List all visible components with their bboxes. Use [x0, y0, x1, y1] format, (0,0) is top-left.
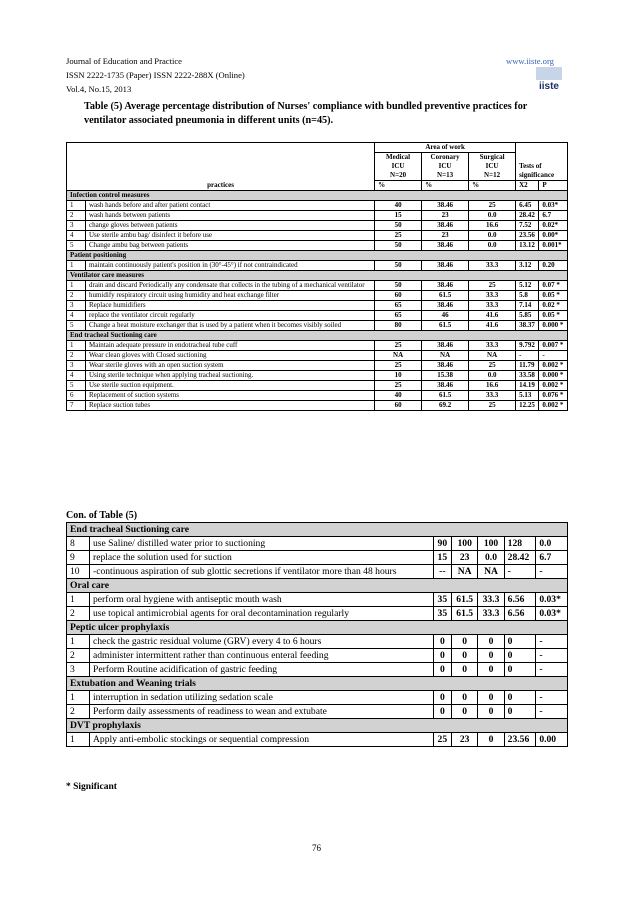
x2-value: 23.56: [504, 733, 536, 747]
row-number: 2: [67, 211, 86, 221]
medical-value: 25: [375, 231, 422, 241]
p-value: 0.002 *: [539, 361, 568, 371]
practice-text: Change a heat moisture exchanger that is used by a patient when it becomes visibly soiled: [86, 321, 375, 331]
coronary-value: 23: [452, 733, 478, 747]
table-row: [67, 291, 568, 301]
coronary-value: 0: [452, 649, 478, 663]
p-value: 6.7: [539, 211, 568, 221]
medical-value: 60: [375, 401, 422, 411]
practice-text: perform oral hygiene with antiseptic mouth wash: [90, 593, 434, 607]
table-row: [67, 705, 568, 719]
coronary-value: 46: [422, 311, 469, 321]
x2-value: 28.42: [516, 211, 539, 221]
row-number: 5: [67, 241, 86, 251]
table-row: [67, 261, 568, 271]
row-number: 4: [67, 231, 86, 241]
medical-value: NA: [375, 351, 422, 361]
coronary-value: 0: [452, 691, 478, 705]
x2-value: 13.12: [516, 241, 539, 251]
surgical-value: 33.3: [469, 261, 516, 271]
coronary-value: 38.46: [422, 261, 469, 271]
coronary-value: NA: [422, 351, 469, 361]
coronary-value: 38.46: [422, 341, 469, 351]
p-value: 0.00: [536, 733, 568, 747]
section-header: Peptic ulcer prophylaxis: [67, 621, 568, 635]
coronary-value: 38.46: [422, 361, 469, 371]
section-header: Infection control measures: [67, 191, 568, 201]
surgical-value: 41.6: [469, 321, 516, 331]
coronary-icu-header-line: N=13: [437, 171, 454, 179]
coronary-value: 38.46: [422, 281, 469, 291]
row-number: 3: [67, 361, 86, 371]
practice-text: Change ambu bag between patients: [86, 241, 375, 251]
row-number: 1: [67, 691, 90, 705]
surgical-icu-header-line: N=12: [484, 171, 501, 179]
p-value: 0.20: [539, 261, 568, 271]
volume: Vol.4, No.15, 2013: [66, 84, 132, 94]
coronary-value: 100: [452, 537, 478, 551]
coronary-value: 61.5: [422, 321, 469, 331]
surgical-value: 0.0: [469, 231, 516, 241]
row-number: 1: [67, 261, 86, 271]
page-number: 76: [312, 843, 321, 853]
row-number: 1: [67, 733, 90, 747]
practice-text: administer intermittent rather than continuous enteral feeding: [90, 649, 434, 663]
p-value: -: [539, 351, 568, 361]
row-number: 5: [67, 321, 86, 331]
medical-value: 50: [375, 241, 422, 251]
p-value: 0.0: [536, 537, 568, 551]
row-number: 6: [67, 391, 86, 401]
p-value: 0.000 *: [539, 371, 568, 381]
medical-icu-header-line: Medical: [386, 153, 411, 161]
table-row: [67, 311, 568, 321]
practice-text: change gloves between patients: [86, 221, 375, 231]
x2-value: 6.56: [504, 593, 536, 607]
practice-text: Replace humidifiers: [86, 301, 375, 311]
p-value: 0.03*: [536, 607, 568, 621]
practice-text: use topical antimicrobial agents for oral decontamination regularly: [90, 607, 434, 621]
percent-header: %: [422, 181, 469, 191]
percent-header: %: [375, 181, 422, 191]
medical-value: 0: [433, 635, 451, 649]
x2-value: 5.12: [516, 281, 539, 291]
surgical-value: 0: [478, 705, 504, 719]
table-row: [67, 351, 568, 361]
table-row: [67, 221, 568, 231]
row-number: 2: [67, 291, 86, 301]
x2-value: 7.52: [516, 221, 539, 231]
surgical-value: 41.6: [469, 311, 516, 321]
coronary-value: 23: [422, 211, 469, 221]
x2-value: 0: [504, 705, 536, 719]
tests-header: [516, 153, 568, 181]
coronary-value: 38.46: [422, 221, 469, 231]
practice-text: Using sterile technique when applying tracheal suctioning.: [86, 371, 375, 381]
p-value: 0.000 *: [539, 321, 568, 331]
surgical-value: 33.3: [469, 391, 516, 401]
x2-value: 128: [504, 537, 536, 551]
x2-value: 23.56: [516, 231, 539, 241]
row-number: 2: [67, 649, 90, 663]
p-value: 0.02*: [539, 221, 568, 231]
x2-value: 3.12: [516, 261, 539, 271]
coronary-value: NA: [452, 565, 478, 579]
row-number: 7: [67, 401, 86, 411]
x2-value: 7.14: [516, 301, 539, 311]
row-number: 2: [67, 705, 90, 719]
practices-header-blank: [67, 143, 375, 181]
surgical-value: 33.3: [469, 341, 516, 351]
coronary-icu-header-line: Coronary: [430, 153, 460, 161]
practice-text: Perform daily assessments of readiness to wean and extubate: [90, 705, 434, 719]
practice-text: Wear clean gloves with Closed suctioning: [86, 351, 375, 361]
table-row: [67, 341, 568, 351]
medical-value: 25: [375, 381, 422, 391]
tests-header-blank: [516, 143, 568, 153]
p-value: -: [536, 635, 568, 649]
medical-value: 0: [433, 705, 451, 719]
practice-text: Use sterile ambu bag/ disinfect it before use: [86, 231, 375, 241]
medical-icu-header-line: ICU: [391, 162, 405, 170]
x2-value: 6.56: [504, 607, 536, 621]
practice-text: -continuous aspiration of sub glottic secretions if ventilator more than 48 hours: [90, 565, 434, 579]
practice-text: check the gastric residual volume (GRV) every 4 to 6 hours: [90, 635, 434, 649]
medical-value: 0: [433, 649, 451, 663]
section-header: Ventilator care measures: [67, 271, 568, 281]
medical-value: 90: [433, 537, 451, 551]
medical-value: 40: [375, 201, 422, 211]
coronary-value: 38.46: [422, 201, 469, 211]
table-row: [67, 635, 568, 649]
surgical-icu-header-line: Surgical: [479, 153, 505, 161]
section-header: DVT prophylaxis: [67, 719, 568, 733]
practice-text: Maintain adequate pressure in endotracheal tube cuff: [86, 341, 375, 351]
percent-header: %: [469, 181, 516, 191]
compliance-table: [66, 142, 568, 411]
coronary-value: 61.5: [422, 391, 469, 401]
row-number: 3: [67, 663, 90, 677]
coronary-value: 69.2: [422, 401, 469, 411]
x2-value: 28.42: [504, 551, 536, 565]
x2-value: -: [516, 351, 539, 361]
p-value: 6.7: [536, 551, 568, 565]
table-row: [67, 551, 568, 565]
medical-value: 25: [375, 341, 422, 351]
table-row: [67, 401, 568, 411]
practice-text: Replace suction tubes: [86, 401, 375, 411]
x2-value: 9.792: [516, 341, 539, 351]
medical-value: 50: [375, 221, 422, 231]
practice-text: Replacement of suction systems: [86, 391, 375, 401]
x2-value: 5.13: [516, 391, 539, 401]
p-value: 0.076 *: [539, 391, 568, 401]
table-row: [67, 281, 568, 291]
coronary-value: 15.38: [422, 371, 469, 381]
table-row: [67, 231, 568, 241]
row-number: 2: [67, 607, 90, 621]
surgical-value: 25: [469, 201, 516, 211]
row-number: 1: [67, 201, 86, 211]
section-header: Oral care: [67, 579, 568, 593]
practice-text: wash hands before and after patient contact: [86, 201, 375, 211]
practice-text: Use sterile suction equipment.: [86, 381, 375, 391]
coronary-value: 0: [452, 705, 478, 719]
iiste-logo: [534, 66, 564, 92]
coronary-value: 61.5: [452, 607, 478, 621]
compliance-table-continued: [66, 522, 568, 747]
medical-value: 65: [375, 311, 422, 321]
table-row: [67, 663, 568, 677]
medical-value: 50: [375, 261, 422, 271]
row-number: 4: [67, 311, 86, 321]
x2-value: 11.79: [516, 361, 539, 371]
surgical-value: 33.3: [478, 607, 504, 621]
medical-value: 0: [433, 663, 451, 677]
area-of-work-header: Area of work: [375, 143, 516, 153]
tests-header-line: Tests of: [519, 162, 542, 170]
x2-value: 0: [504, 649, 536, 663]
practice-text: use Saline/ distilled water prior to suctioning: [90, 537, 434, 551]
row-number: 5: [67, 381, 86, 391]
coronary-value: 61.5: [452, 593, 478, 607]
medical-value: 25: [375, 361, 422, 371]
practice-text: interruption in sedation utilizing sedation scale: [90, 691, 434, 705]
p-value: 0.05 *: [539, 311, 568, 321]
row-number: 8: [67, 537, 90, 551]
coronary-icu-header: [422, 153, 469, 181]
medical-value: 0: [433, 691, 451, 705]
medical-value: 15: [375, 211, 422, 221]
medical-value: 60: [375, 291, 422, 301]
x2-value: 0: [504, 663, 536, 677]
p-value: 0.03*: [539, 201, 568, 211]
issn: ISSN 2222-1735 (Paper) ISSN 2222-288X (Online): [66, 70, 245, 80]
table-row: [67, 371, 568, 381]
surgical-value: 0.0: [469, 211, 516, 221]
surgical-value: 0: [478, 733, 504, 747]
x2-value: 6.45: [516, 201, 539, 211]
coronary-value: 0: [452, 635, 478, 649]
row-number: 1: [67, 635, 90, 649]
section-header: End tracheal Suctioning care: [67, 331, 568, 341]
p-value: 0.05 *: [539, 291, 568, 301]
row-number: 1: [67, 593, 90, 607]
medical-icu-header-line: N=20: [390, 171, 407, 179]
medical-value: 35: [433, 607, 451, 621]
row-number: 1: [67, 281, 86, 291]
section-header: Extubation and Weaning trials: [67, 677, 568, 691]
surgical-value: 100: [478, 537, 504, 551]
table-row: [67, 321, 568, 331]
table-title: Table (5) Average percentage distribution of Nurses' compliance with bundled preventive practices for ventilator associated pneumonia in different units (n=45).: [84, 101, 528, 126]
p-value: 0.03*: [536, 593, 568, 607]
section-header: Patient positioning: [67, 251, 568, 261]
coronary-value: 0: [452, 663, 478, 677]
x2-value: 0: [504, 691, 536, 705]
surgical-value: 0: [478, 649, 504, 663]
p-header: P: [539, 181, 568, 191]
coronary-value: 38.46: [422, 301, 469, 311]
practice-text: drain and discard Periodically any condensate that collects in the tubing of a mechanical ventilator: [86, 281, 375, 291]
row-number: 9: [67, 551, 90, 565]
table-row: [67, 593, 568, 607]
surgical-value: 0: [478, 635, 504, 649]
practice-text: Wear sterile gloves with an open suction system: [86, 361, 375, 371]
row-number: 4: [67, 371, 86, 381]
medical-value: 15: [433, 551, 451, 565]
svg-text:iiste: iiste: [538, 81, 560, 92]
journal-url[interactable]: www.iiste.org: [506, 56, 554, 66]
x2-value: -: [504, 565, 536, 579]
practice-text: Apply anti-embolic stockings or sequential compression: [90, 733, 434, 747]
medical-value: 40: [375, 391, 422, 401]
surgical-value: 33.3: [469, 291, 516, 301]
continuation-label: Con. of Table (5): [66, 510, 138, 521]
surgical-icu-header-line: ICU: [485, 162, 499, 170]
surgical-value: NA: [478, 565, 504, 579]
row-number: 1: [67, 341, 86, 351]
p-value: 0.02 *: [539, 301, 568, 311]
surgical-value: 25: [469, 401, 516, 411]
p-value: -: [536, 705, 568, 719]
x2-value: 12.25: [516, 401, 539, 411]
table-row: [67, 391, 568, 401]
medical-icu-header: [375, 153, 422, 181]
table-row: [67, 733, 568, 747]
x2-value: 14.19: [516, 381, 539, 391]
medical-value: 80: [375, 321, 422, 331]
row-number: 3: [67, 301, 86, 311]
x2-value: 5.85: [516, 311, 539, 321]
tests-header-line: significance: [519, 171, 555, 179]
medical-value: 65: [375, 301, 422, 311]
table-row: [67, 211, 568, 221]
coronary-icu-header-line: ICU: [438, 162, 452, 170]
row-number: 2: [67, 351, 86, 361]
journal-name: Journal of Education and Practice: [66, 56, 182, 66]
p-value: 0.002 *: [539, 401, 568, 411]
medical-value: 35: [433, 593, 451, 607]
section-header: End tracheal Suctioning care: [67, 523, 568, 537]
coronary-value: 38.46: [422, 381, 469, 391]
practice-text: wash hands between patients: [86, 211, 375, 221]
table-row: [67, 241, 568, 251]
practice-text: replace the ventilator circuit regularly: [86, 311, 375, 321]
surgical-value: 0.0: [469, 371, 516, 381]
surgical-value: 0: [478, 691, 504, 705]
table-row: [67, 649, 568, 663]
p-value: 0.00*: [539, 231, 568, 241]
table-row: [67, 301, 568, 311]
surgical-value: 33.3: [469, 301, 516, 311]
x2-value: 0: [504, 635, 536, 649]
practice-text: maintain continuously patient's position in (30°-45°) if not contraindicated: [86, 261, 375, 271]
surgical-value: NA: [469, 351, 516, 361]
medical-value: 10: [375, 371, 422, 381]
surgical-value: 16.6: [469, 221, 516, 231]
surgical-value: 25: [469, 281, 516, 291]
table-row: [67, 361, 568, 371]
surgical-value: 0.0: [469, 241, 516, 251]
surgical-value: 16.6: [469, 381, 516, 391]
medical-value: 25: [433, 733, 451, 747]
practice-text: Perform Routine acidification of gastric feeding: [90, 663, 434, 677]
x2-value: 33.58: [516, 371, 539, 381]
p-value: 0.001*: [539, 241, 568, 251]
medical-value: 50: [375, 281, 422, 291]
coronary-value: 23: [422, 231, 469, 241]
coronary-value: 38.46: [422, 241, 469, 251]
surgical-value: 0: [478, 663, 504, 677]
table-row: [67, 565, 568, 579]
table-row: [67, 691, 568, 705]
significance-note: * Significant: [66, 782, 117, 792]
table-row: [67, 381, 568, 391]
p-value: -: [536, 691, 568, 705]
x2-value: 5.8: [516, 291, 539, 301]
x2-value: 38.37: [516, 321, 539, 331]
practice-text: humidify respiratory circuit using humidity and heat exchange filter: [86, 291, 375, 301]
table-row: [67, 607, 568, 621]
p-value: -: [536, 649, 568, 663]
row-number: 3: [67, 221, 86, 231]
medical-value: --: [433, 565, 451, 579]
p-value: -: [536, 663, 568, 677]
p-value: -: [536, 565, 568, 579]
row-number: 10: [67, 565, 90, 579]
practice-text: replace the solution used for suction: [90, 551, 434, 565]
surgical-icu-header: [469, 153, 516, 181]
surgical-value: 33.3: [478, 593, 504, 607]
p-value: 0.007 *: [539, 341, 568, 351]
p-value: 0.002 *: [539, 381, 568, 391]
surgical-value: 0.0: [478, 551, 504, 565]
practices-header: practices: [67, 181, 375, 191]
table-row: [67, 537, 568, 551]
coronary-value: 23: [452, 551, 478, 565]
coronary-value: 61.5: [422, 291, 469, 301]
p-value: 0.07 *: [539, 281, 568, 291]
table-row: [67, 201, 568, 211]
x2-header: X2: [516, 181, 539, 191]
surgical-value: 25: [469, 361, 516, 371]
